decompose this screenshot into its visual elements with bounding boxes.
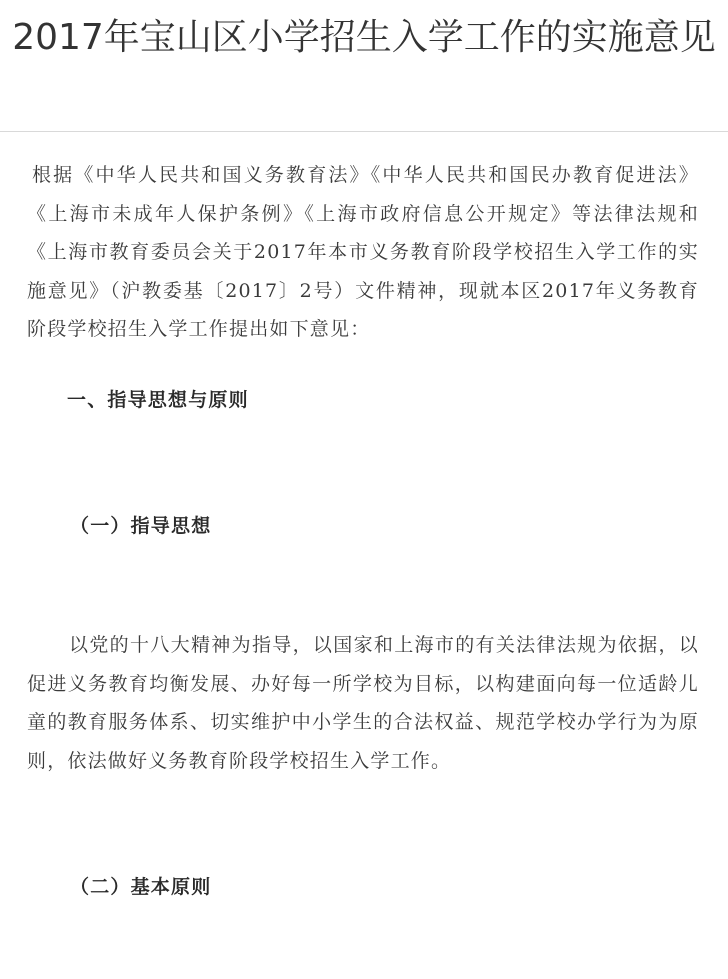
intro-paragraph: 根据《中华人民共和国义务教育法》《中华人民共和国民办教育促进法》《上海市未成年人保护条例》《上海市政府信息公开规定》等法律法规和《上海市教育委员会关于2017年本市义务教育阶段学校招生入学工作的实施意见》（沪教委基〔2017〕2号）文件精神，现就本区2017年义务教育阶段学校招生入学工作提出如下意见： <box>27 164 699 340</box>
subsection-heading-basic-principles: （二）基本原则 <box>70 876 212 898</box>
page-header <box>0 0 728 132</box>
subsection-heading-guiding-ideology: （一）指导思想 <box>70 515 212 537</box>
guiding-ideology-paragraph: 以党的十八大精神为指导，以国家和上海市的有关法律法规为依据，以促进义务教育均衡发展、办好每一所学校为目标，以构建面向每一位适龄儿童的教育服务体系、切实维护中小学生的合法权益、规范学校办学行为为原则，依法做好义务教育阶段学校招生入学工作。 <box>27 634 699 772</box>
article-body <box>0 132 728 979</box>
page-title: 2017年宝山区小学招生入学工作的实施意见 <box>12 17 716 58</box>
section-heading-guiding-ideology-and-principles: 一、指导思想与原则 <box>67 389 249 411</box>
